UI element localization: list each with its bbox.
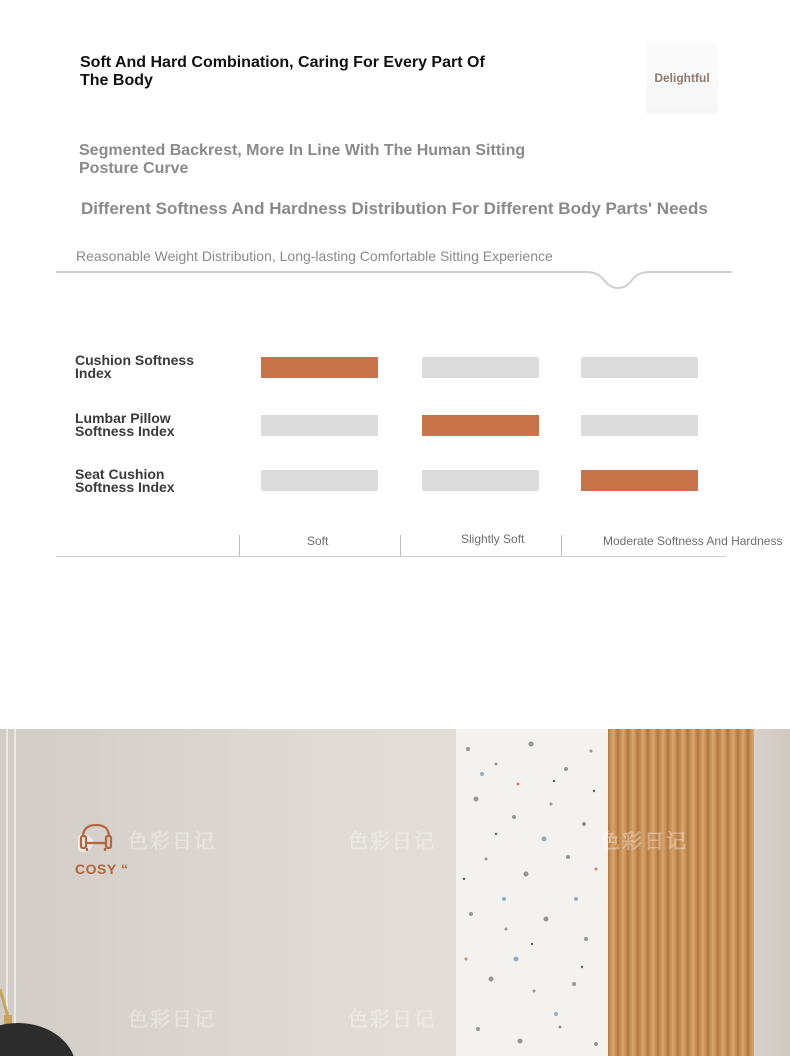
watermark: 色彩日记: [128, 831, 216, 853]
column-tick: [561, 535, 562, 556]
column-label-soft: Soft: [307, 534, 329, 548]
brand-logo: [75, 861, 128, 877]
column-tick: [239, 535, 240, 556]
column-label-moderate: Moderate Softness And Hardness: [603, 534, 783, 548]
watermark: 色彩日记: [128, 1009, 216, 1031]
divider-curve: [56, 260, 732, 292]
row-label-lumbar: Lumbar Pillow Softness Index: [75, 410, 175, 439]
chart-baseline: [56, 556, 726, 557]
feature-weight-distribution: Reasonable Weight Distribution, Long-lasting Comfortable Sitting Experience: [76, 248, 553, 264]
feature-softness-distribution: Different Softness And Hardness Distribution For Different Body Parts' Needs: [81, 199, 708, 218]
index-segment: [261, 357, 378, 378]
index-segment: [261, 415, 378, 436]
index-segment: [422, 357, 539, 378]
brand-mark: “: [120, 861, 129, 877]
product-photo: [0, 729, 790, 1056]
index-segment: [581, 470, 698, 491]
index-segment: [581, 415, 698, 436]
row-label-seat: Seat Cushion Softness Index: [75, 466, 175, 495]
watermark: 色彩日记: [348, 1009, 436, 1031]
pendant-lamp: [0, 989, 90, 1056]
terrazzo-panel: [456, 729, 608, 1056]
sofa-icon: [78, 821, 114, 855]
terrazzo-speckles: [456, 729, 608, 1056]
page-title: Soft And Hard Combination, Caring For Every Part Of The Body: [80, 54, 485, 89]
brand-name: COSY: [75, 861, 117, 877]
index-segment: [261, 470, 378, 491]
index-segment: [422, 415, 539, 436]
delightful-badge: Delightful: [646, 42, 718, 114]
column-label-slightly-soft: Slightly Soft: [461, 532, 525, 546]
watermark: 色彩日记: [600, 831, 688, 853]
feature-segmented-backrest: Segmented Backrest, More In Line With The Human Sitting Posture Curve: [79, 142, 526, 177]
index-segment: [581, 357, 698, 378]
index-segment: [422, 470, 539, 491]
wall-edge: [754, 729, 790, 1056]
wood-slat-panel: [608, 729, 754, 1056]
column-tick: [400, 535, 401, 556]
watermark: 色彩日记: [348, 831, 436, 853]
row-label-cushion: Cushion Softness Index: [75, 352, 195, 381]
